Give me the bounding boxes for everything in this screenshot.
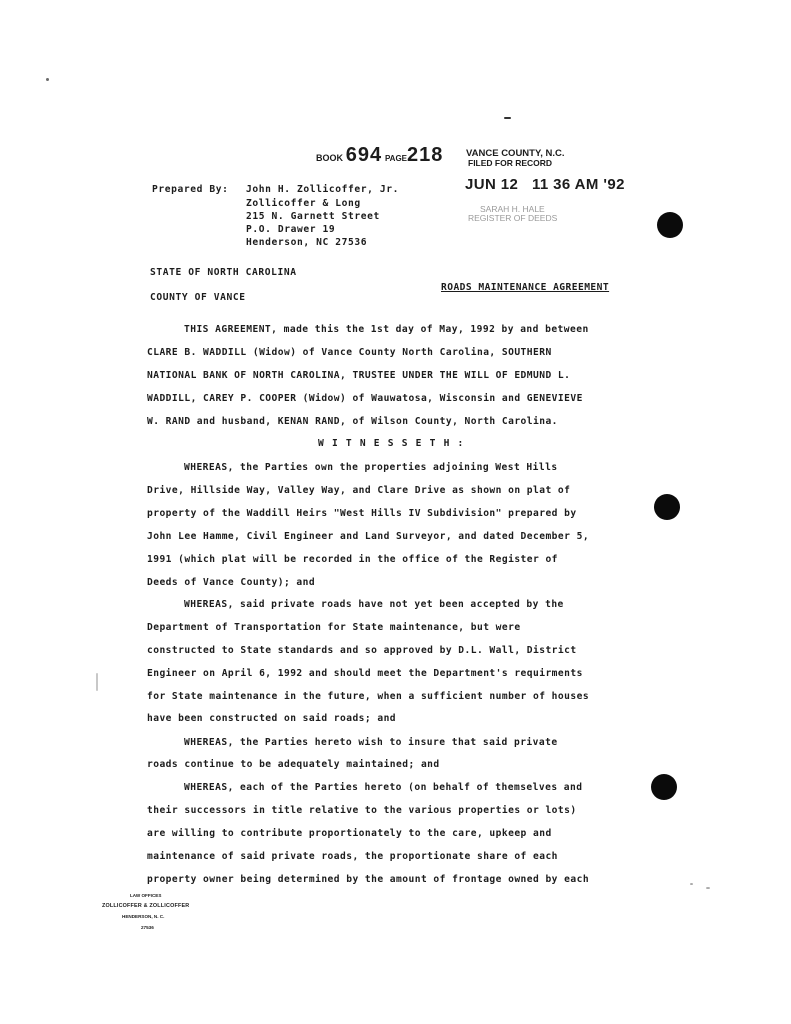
whereas-2-line: for State maintenance in the future, when a sufficient number of houses — [147, 691, 590, 702]
whereas-4-line: WHEREAS, each of the Parties hereto (on behalf of themselves and — [184, 782, 583, 793]
punch-hole-middle — [654, 494, 680, 520]
county-stamp-line1: VANCE COUNTY, N.C. — [466, 148, 565, 159]
preparer-city: Henderson, NC 27536 — [246, 237, 368, 248]
page-label: PAGE — [384, 154, 408, 163]
register-name: SARAH H. HALE — [480, 204, 545, 214]
intro-line: CLARE B. WADDILL (Widow) of Vance County North Carolina, SOUTHERN — [147, 347, 552, 358]
whereas-1-line: Deeds of Vance County); and — [147, 577, 316, 588]
whereas-1-line: WHEREAS, the Parties own the properties adjoining West Hills — [184, 462, 558, 473]
whereas-4-line: their successors in title relative to the various properties or lots) — [147, 805, 577, 816]
document-title: ROADS MAINTENANCE AGREEMENT — [441, 282, 610, 293]
whereas-2-line: have been constructed on said roads; and — [147, 713, 397, 724]
whereas-1-line: Drive, Hillside Way, Valley Way, and Clare Drive as shown on plat of — [147, 485, 571, 496]
law-office-firm: ZOLLICOFFER & ZOLLICOFFER — [102, 903, 190, 909]
register-title: REGISTER OF DEEDS — [468, 213, 558, 223]
scan-speck — [504, 117, 511, 119]
whereas-4-line: property owner being determined by the amount of frontage owned by each — [147, 874, 590, 885]
intro-line: WADDILL, CAREY P. COOPER (Widow) of Wauwatosa, Wisconsin and GENEVIEVE — [147, 393, 583, 404]
county-stamp-line2: FILED FOR RECORD — [468, 158, 553, 168]
punch-hole-bottom — [651, 774, 677, 800]
whereas-2-line: Engineer on April 6, 1992 and should meet the Department's requirments — [147, 668, 583, 679]
whereas-4-line: are willing to contribute proportionately to the care, upkeep and — [147, 828, 552, 839]
intro-line: NATIONAL BANK OF NORTH CAROLINA, TRUSTEE UNDER THE WILL OF EDMUND L. — [147, 370, 571, 381]
scan-speck — [46, 78, 49, 81]
whereas-4-line: maintenance of said private roads, the proportionate share of each — [147, 851, 558, 862]
whereas-1-line: property of the Waddill Heirs "West Hills IV Subdivision" prepared by — [147, 508, 577, 519]
whereas-2-line: WHEREAS, said private roads have not yet been accepted by the — [184, 599, 564, 610]
intro-line: W. RAND and husband, KENAN RAND, of Wilson County, North Carolina. — [147, 416, 558, 427]
scan-speck — [690, 883, 693, 885]
intro-line: THIS AGREEMENT, made this the 1st day of May, 1992 by and between — [184, 324, 589, 335]
scan-speck — [96, 673, 98, 691]
law-office-city: HENDERSON, N. C. — [122, 914, 165, 919]
book-page-stamp — [316, 144, 443, 167]
whereas-3-line: roads continue to be adequately maintained; and — [147, 759, 440, 770]
law-office-label: LAW OFFICES — [130, 893, 162, 898]
page-number: 218 — [407, 144, 444, 166]
preparer-firm: Zollicoffer & Long — [246, 198, 361, 209]
witnesseth-heading: W I T N E S S E T H : — [318, 438, 465, 449]
whereas-1-line: 1991 (which plat will be recorded in the office of the Register of — [147, 554, 558, 565]
book-label: BOOK — [316, 153, 343, 163]
prepared-by-label: Prepared By: — [152, 184, 229, 195]
scan-speck — [706, 887, 710, 889]
county-heading: COUNTY OF VANCE — [150, 292, 246, 303]
whereas-3-line: WHEREAS, the Parties hereto wish to insure that said private — [184, 737, 558, 748]
preparer-street: 215 N. Garnett Street — [246, 211, 380, 222]
preparer-po-box: P.O. Drawer 19 — [246, 224, 336, 235]
punch-hole-top — [657, 212, 683, 238]
law-office-zip: 27536 — [141, 925, 154, 930]
whereas-2-line: Department of Transportation for State maintenance, but were — [147, 622, 521, 633]
whereas-1-line: John Lee Hamme, Civil Engineer and Land Surveyor, and dated December 5, — [147, 531, 590, 542]
filed-date-time: JUN 12 11 36 AM '92 — [465, 176, 625, 193]
preparer-name: John H. Zollicoffer, Jr. — [246, 184, 400, 195]
state-heading: STATE OF NORTH CAROLINA — [150, 267, 297, 278]
whereas-2-line: constructed to State standards and so approved by D.L. Wall, District — [147, 645, 577, 656]
book-number: 694 — [345, 144, 383, 166]
